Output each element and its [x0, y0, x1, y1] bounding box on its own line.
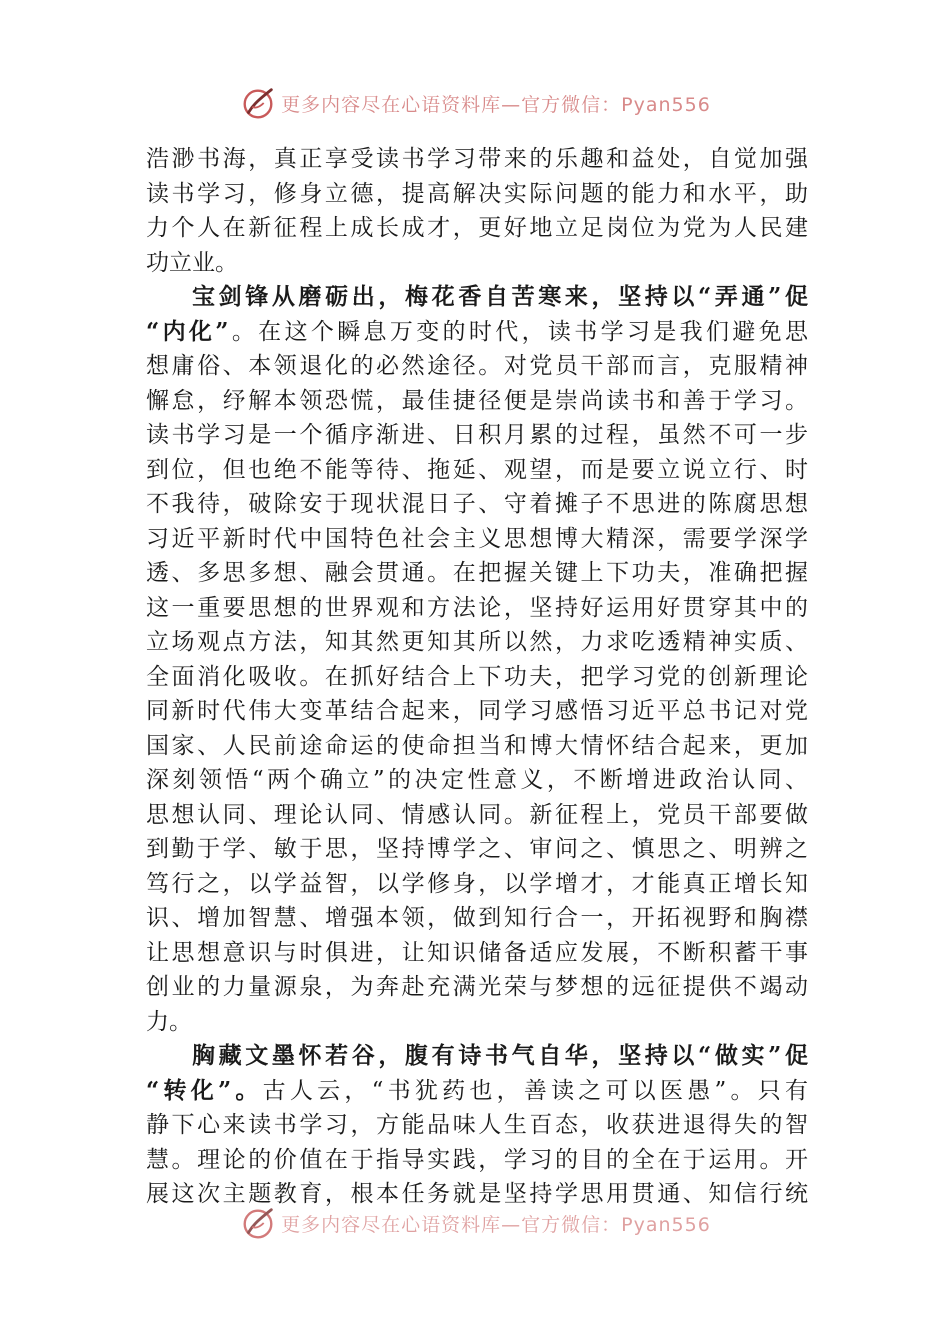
text-segment: 让思想意识与时俱进，让知识储备适应发展，不断积蓄干事 [146, 939, 808, 966]
text-line [146, 798, 808, 833]
brush-logo-icon [239, 84, 277, 122]
text-segment: 立场观点方法，知其然更知其所以然，力求吃透精神实质、 [146, 629, 808, 655]
bold-text-segment: 宝剑锋从磨砺出，梅花香自苦寒来，坚持以“弄通”促 [192, 283, 808, 310]
text-line [146, 384, 808, 419]
text-line [146, 211, 808, 246]
text-segment: 透、多思多想、融会贯通。在把握关键上下功夫，准确把握 [146, 560, 808, 586]
bold-text-segment: 胸藏文墨怀若谷，腹有诗书气自华，坚持以“做实”促 [192, 1042, 808, 1069]
text-segment: 想庸俗、本领退化的必然途径。对党员干部而言，克服精神 [146, 353, 808, 379]
text-segment: 读书学习是一个循序渐进、日积月累的过程，虽然不可一步 [146, 422, 808, 448]
text-line [146, 1039, 808, 1074]
text-line [146, 867, 808, 902]
document-body [146, 142, 808, 1212]
text-line [146, 625, 808, 660]
text-segment: 深刻领悟“两个确立”的决定性意义，不断增进政治认同、 [146, 767, 808, 793]
text-line [146, 177, 808, 212]
text-segment: 浩渺书海，真正享受读书学习带来的乐趣和益处，自觉加强 [146, 146, 808, 172]
text-segment: 创业的力量源泉，为奔赴充满光荣与梦想的远征提供不竭动 [146, 974, 808, 1000]
text-line [146, 1074, 808, 1109]
text-segment: 全面消化吸收。在抓好结合上下功夫，把学习党的创新理论 [146, 663, 808, 690]
text-line [146, 729, 808, 764]
text-line [146, 936, 808, 971]
text-line [146, 522, 808, 557]
watermark-text: 更多内容尽在心语资料库—官方微信：Pyan556 [281, 93, 711, 116]
text-line [146, 315, 808, 350]
text-line [146, 591, 808, 626]
text-segment: 读书学习，修身立德，提高解决实际问题的能力和水平，助 [146, 180, 808, 207]
text-segment: 思想认同、理论认同、情感认同。新征程上，党员干部要做 [146, 801, 808, 828]
text-segment: 展这次主题教育，根本任务就是坚持学思用贯通、知信行统 [146, 1181, 808, 1207]
text-segment: 。在这个瞬息万变的时代，读书学习是我们避免思 [228, 318, 808, 345]
text-line [146, 280, 808, 315]
text-segment: 同新时代伟大变革结合起来，同学习感悟习近平总书记对党 [146, 698, 808, 724]
text-segment: 慧。理论的价值在于指导实践，学习的目的全在于运用。开 [146, 1146, 808, 1173]
text-line [146, 970, 808, 1005]
text-segment: 习近平新时代中国特色社会主义思想博大精深，需要学深学 [146, 525, 808, 552]
text-line [146, 660, 808, 695]
text-line [146, 763, 808, 798]
text-line [146, 1108, 808, 1143]
text-segment: 静下心来读书学习，方能品味人生百态，收获进退得失的智 [146, 1112, 808, 1138]
text-line [146, 694, 808, 729]
text-line [146, 1143, 808, 1178]
watermark-footer [0, 1204, 950, 1242]
text-line [146, 142, 808, 177]
text-line [146, 556, 808, 591]
text-line [146, 349, 808, 384]
text-line [146, 453, 808, 488]
text-segment: 这一重要思想的世界观和方法论，坚持好运用好贯穿其中的 [146, 594, 808, 621]
text-segment: 国家、人民前途命运的使命担当和博大情怀结合起来，更加 [146, 732, 808, 759]
text-line [146, 901, 808, 936]
text-segment: 功立业。 [146, 249, 238, 276]
text-segment: 力个人在新征程上成长成才，更好地立足岗位为党为人民建 [146, 215, 808, 241]
brush-logo-icon [239, 1204, 277, 1242]
text-line [146, 1005, 808, 1040]
text-line [146, 418, 808, 453]
watermark-text: 更多内容尽在心语资料库—官方微信：Pyan556 [281, 1213, 711, 1236]
watermark-header [0, 84, 950, 122]
text-segment: 笃行之，以学益智，以学修身，以学增才，才能真正增长知 [146, 870, 808, 897]
text-segment: 识、增加智慧、增强本领，做到知行合一，开拓视野和胸襟 [146, 905, 808, 931]
bold-text-segment: “转化”。 [146, 1076, 263, 1104]
text-segment: 到勤于学、敏于思，坚持博学之、审问之、慎思之、明辨之 [146, 836, 808, 862]
text-segment: 到位，但也绝不能等待、拖延、观望，而是要立说立行、时 [146, 456, 808, 483]
text-segment: 不我待，破除安于现状混日子、守着摊子不思进的陈腐思想 [146, 491, 808, 517]
text-segment: 力。 [146, 1008, 192, 1035]
text-line [146, 832, 808, 867]
bold-text-segment: “内化” [146, 317, 229, 345]
text-segment: 懈怠，纾解本领恐慌，最佳捷径便是崇尚读书和善于学习。 [146, 387, 808, 414]
text-line [146, 487, 808, 522]
text-segment: 古人云，“书犹药也，善读之可以医愚”。只有 [262, 1077, 808, 1104]
text-line [146, 246, 808, 281]
